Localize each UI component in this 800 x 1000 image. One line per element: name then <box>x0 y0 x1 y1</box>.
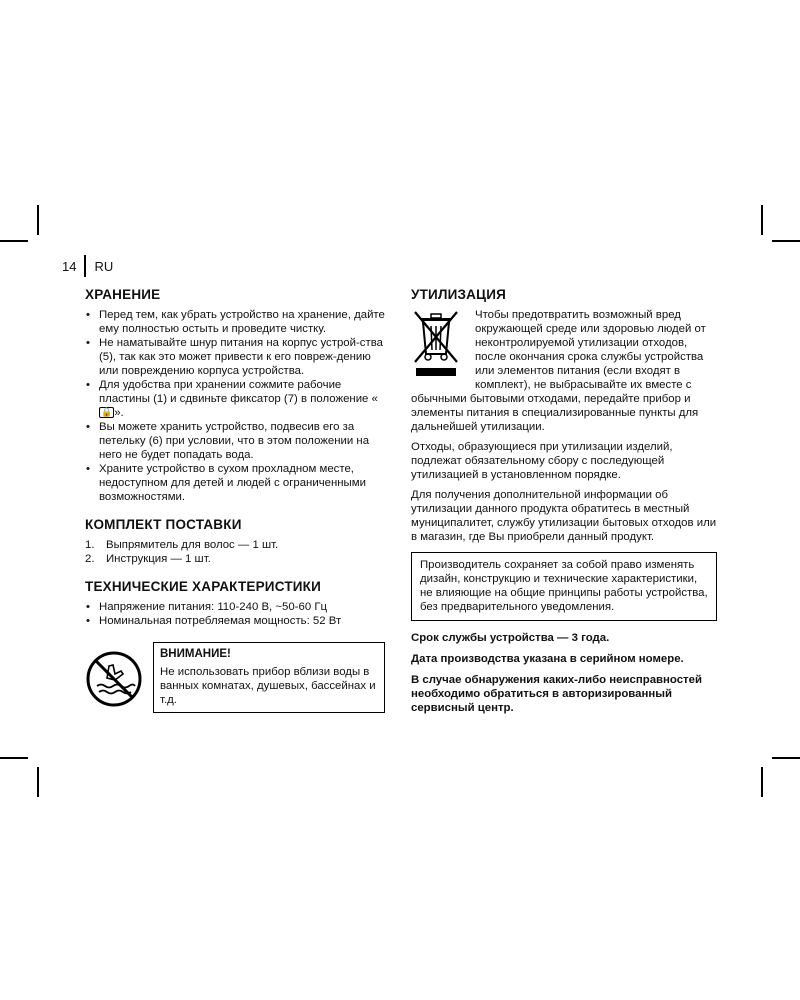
list-item <box>85 552 390 566</box>
header-divider <box>84 255 86 277</box>
item-number: 2. <box>85 553 95 565</box>
crop-mark <box>0 240 28 242</box>
manufacturer-notice: Производитель сохраняет за собой право изменять дизайн, конструкцию и технические характеристики, не влияющие на общие принципы работы устройства, без предварительного уведомления. <box>411 552 717 621</box>
specs-heading: ТЕХНИЧЕСКИЕ ХАРАКТЕРИСТИКИ <box>85 579 322 594</box>
right-column <box>411 288 717 722</box>
crop-mark <box>772 240 800 242</box>
lock-icon: 🔒 <box>101 407 113 417</box>
list-item <box>85 538 390 552</box>
crop-mark <box>37 767 39 797</box>
item-text: Выпрямитель для волос — 1 шт. <box>106 539 279 551</box>
service-center-note: В случае обнаружения каких-либо неисправностей необходимо обратиться в авторизированный сервисный центр. <box>411 674 702 714</box>
service-life: Срок службы устройства — 3 года. <box>411 632 610 644</box>
disposal-block <box>411 308 717 544</box>
list-item-text: Для удобства при хранении сожмите рабочие пластины (1) и сдвиньте фиксатор (7) в положение « <box>99 379 378 405</box>
production-date-note: Дата производства указана в серийном номере. <box>411 653 684 665</box>
disposal-heading: УТИЛИЗАЦИЯ <box>411 287 506 302</box>
item-text: Инструкция — 1 шт. <box>106 553 211 565</box>
warning-text: Не использовать прибор вблизи воды в ванных комнатах, душевых, бассейнах и т.д. <box>160 666 376 706</box>
item-number: 1. <box>85 539 95 551</box>
storage-heading: ХРАНЕНИЕ <box>85 287 161 302</box>
warning-block <box>85 642 390 713</box>
crop-mark <box>0 757 28 759</box>
page-header <box>62 255 113 277</box>
storage-list <box>85 308 390 504</box>
disposal-text: Чтобы предотвратить возможный вред окружающей среде или здоровью людей от неконтролируемой утилизации отходов, после окончания срока службы устройства или элементов питания (если входят в комплект), не выбрасывайте их вместе с обычными бытовыми отходами, передайте прибор и элементы питания в специализированные пункты для дальнейшей утилизации. <box>411 309 706 433</box>
list-item: • Напряжение питания: 110-240 В, ~50-60 Гц <box>85 600 390 614</box>
list-item: • Не наматывайте шнур питания на корпус устрой-ства (5), так как это может привести к его повреж-дению или повреждению корпуса устройства. <box>85 336 390 378</box>
no-water-icon <box>85 650 143 708</box>
list-item: • Номинальная потребляемая мощность: 52 Вт <box>85 614 390 628</box>
crossed-bin-icon <box>411 308 463 384</box>
list-item: • Перед тем, как убрать устройство на хранение, дайте ему полностью остыть и проведите чистку. <box>85 308 390 336</box>
kit-list <box>85 538 390 566</box>
page-number: 14 <box>62 258 77 274</box>
language-label: RU <box>94 258 114 274</box>
crop-mark <box>772 757 800 759</box>
list-item-suffix: ». <box>114 407 124 419</box>
crop-mark <box>37 205 39 235</box>
warning-title: ВНИМАНИЕ! <box>160 648 231 660</box>
crop-mark <box>761 205 763 235</box>
list-item: • Храните устройство в сухом прохладном месте, недоступном для детей и людей с ограниченными возможностями. <box>85 462 390 504</box>
left-column <box>85 288 390 713</box>
disposal-paragraph: Для получения дополнительной информации об утилизации данного продукта обратитесь в местный муниципалитет, службу утилизации бытовых отходов или в магазин, где Вы приобрели данный продукт. <box>411 489 717 543</box>
disposal-paragraph: Отходы, образующиеся при утилизации изделий, подлежат обязательному сбору с последующей утилизацией в установленном порядке. <box>411 441 673 481</box>
list-item <box>85 378 390 420</box>
specs-list <box>85 600 390 628</box>
kit-heading: КОМПЛЕКТ ПОСТАВКИ <box>85 517 242 532</box>
list-item: • Вы можете хранить устройство, подвесив его за петельку (6) при условии, что в этом положении на него не будет попадать вода. <box>85 420 390 462</box>
warning-box <box>153 642 385 713</box>
crop-mark <box>761 767 763 797</box>
